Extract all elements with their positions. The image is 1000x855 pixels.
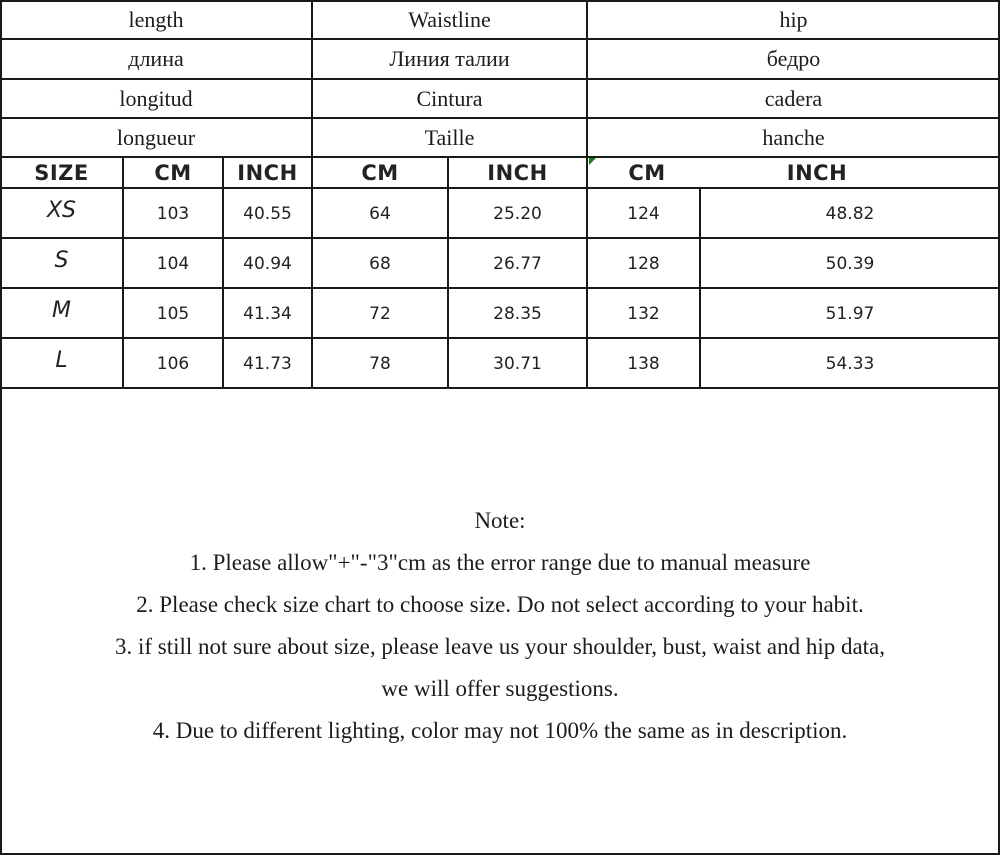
hip-inch-value: 54.33 [825, 354, 875, 374]
length-inch-value: 41.34 [243, 304, 292, 324]
length-cm-value: 106 [156, 354, 190, 374]
length-cm-value: 105 [156, 304, 190, 324]
header-waist-en: Waistline [408, 7, 491, 32]
size-label: XS [46, 197, 77, 223]
note-line: we will offer suggestions. [381, 676, 619, 701]
note-line: 2. Please check size chart to choose size. Do not select according to your habit. [136, 592, 864, 617]
header-length-en: length [128, 7, 184, 32]
hip-cm-value: 138 [627, 354, 660, 374]
hip-cm-value: 132 [627, 304, 660, 324]
waist-inch-value: 30.71 [493, 354, 542, 374]
length-inch-value: 40.55 [243, 204, 292, 224]
header-hip-en: hip [779, 7, 808, 32]
hip-cm-value: 124 [627, 204, 660, 224]
notes-title: Note: [474, 508, 526, 533]
waist-inch-value: 25.20 [493, 204, 542, 224]
header-length-ru: длина [128, 46, 184, 71]
waist-cm-value: 72 [369, 304, 391, 324]
size-label: S [54, 247, 69, 273]
length-cm-value: 103 [156, 204, 190, 224]
column-header-waist-inch: INCH [487, 160, 548, 185]
waist-inch-value: 28.35 [493, 304, 542, 324]
note-line: 4. Due to different lighting, color may not 100% the same as in description. [152, 718, 848, 743]
hip-cm-value: 128 [627, 254, 660, 274]
size-label: M [52, 297, 71, 323]
header-hip-es: cadera [764, 85, 823, 111]
header-hip-ru: бедро [766, 46, 821, 71]
header-length-es: longitud [119, 85, 193, 111]
note-line: 1. Please allow"+"-"3"cm as the error range due to manual measure [189, 550, 811, 575]
waist-cm-value: 78 [369, 354, 391, 374]
column-header-hip-cm: CM [628, 160, 666, 185]
length-cm-value: 104 [156, 254, 190, 274]
notes-section [0, 500, 1000, 752]
column-header-hip-inch: INCH [786, 160, 848, 185]
waist-inch-value: 26.77 [493, 254, 542, 274]
header-waist-es: Cintura [416, 85, 483, 111]
header-hip-fr: hanche [762, 124, 825, 150]
hip-inch-value: 50.39 [825, 254, 875, 274]
note-line: 3. if still not sure about size, please leave us your shoulder, bust, waist and hip data, [114, 634, 886, 659]
column-header-waist-cm: CM [361, 160, 399, 185]
header-length-fr: longueur [116, 124, 196, 150]
column-header-length-inch: INCH [237, 160, 298, 185]
hip-inch-value: 51.97 [825, 304, 875, 324]
length-inch-value: 41.73 [243, 354, 292, 374]
waist-cm-value: 64 [369, 204, 391, 224]
size-label: L [55, 347, 68, 373]
waist-cm-value: 68 [369, 254, 391, 274]
header-waist-ru: Линия талии [389, 46, 510, 71]
hip-inch-value: 48.82 [825, 204, 875, 224]
column-header-length-cm: CM [154, 160, 192, 185]
header-waist-fr: Taille [424, 124, 475, 150]
length-inch-value: 40.94 [243, 254, 292, 274]
column-header-size: SIZE [34, 160, 89, 185]
